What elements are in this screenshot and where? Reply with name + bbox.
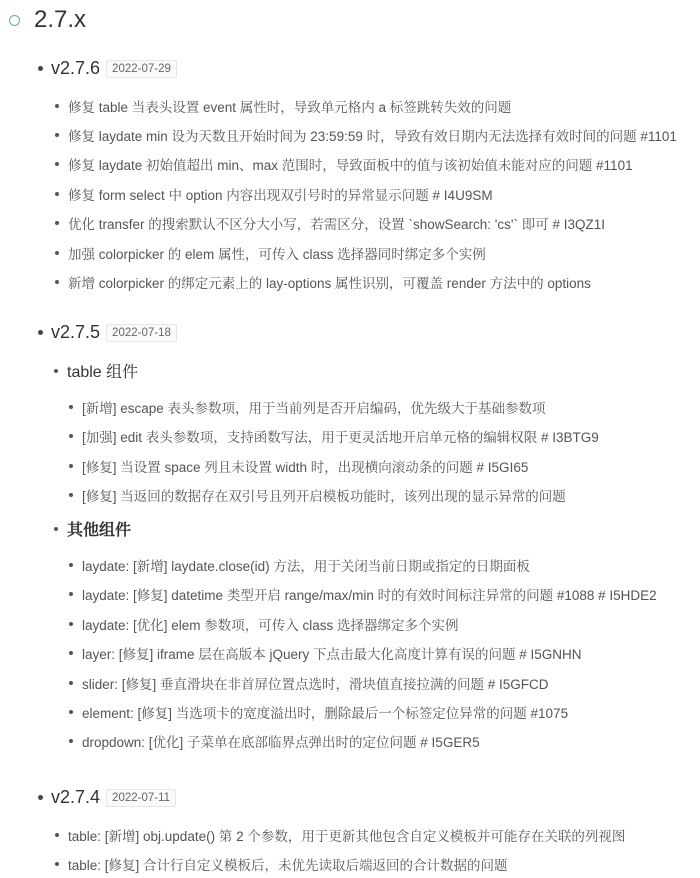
bullet-icon [55, 221, 59, 225]
bullet-icon [69, 681, 73, 685]
version-title: v2.7.4 [51, 787, 101, 807]
bullet-icon [55, 833, 59, 837]
version-title: v2.7.6 [51, 58, 101, 78]
bullet-icon [38, 66, 43, 71]
bullet-icon [69, 710, 73, 714]
list-item: [修复] 当设置 space 列且未设置 width 时，出现横向滚动条的问题 # I5GI65 [69, 456, 528, 476]
bullet-icon [38, 795, 43, 800]
bullet-icon [69, 434, 73, 438]
release-date-badge: 2022-07-29 [106, 60, 177, 78]
list-item: table: [修复] 合计行自定义模板后，未优先读取后端返回的合计数据的问题 [55, 854, 508, 874]
list-item: 修复 laydate min 设为天数且开始时间为 23:59:59 时，导致有效日期内无法选择有效时间的问题 #1101 [55, 125, 677, 145]
section-title: table 组件 [67, 364, 139, 381]
list-item: [修复] 当返回的数据存在双引号且列开启模板功能时，该列出现的显示异常的问题 [69, 485, 566, 505]
list-item: 修复 table 当表头设置 event 属性时，导致单元格内 a 标签跳转失效的问题 [55, 96, 511, 116]
bullet-icon [55, 104, 59, 108]
bullet-icon [69, 592, 73, 596]
section-title: 其他组件 [67, 522, 132, 539]
bullet-icon [55, 162, 59, 166]
list-item: slider: [修复] 垂直滑块在非首屏位置点选时，滑块值直接拉满的问题 # I5GFCD [69, 673, 549, 693]
version-title: v2.7.5 [51, 322, 101, 342]
bullet-icon [69, 405, 73, 409]
release-date-badge: 2022-07-11 [106, 789, 176, 807]
list-item: layer: [修复] iframe 层在高版本 jQuery 下点击最大化高度计算有误的问题 # I5GNHN [69, 643, 582, 663]
list-item: element: [修复] 当选项卡的宽度溢出时，删除最后一个标签定位异常的问题 #1075 [69, 702, 568, 722]
bullet-icon [55, 862, 59, 866]
bullet-icon [55, 133, 59, 137]
bullet-icon [69, 651, 73, 655]
release-date-badge: 2022-07-18 [106, 324, 177, 342]
version-heading-v275 [38, 322, 177, 343]
bullet-icon [54, 369, 58, 373]
bullet-icon [69, 739, 73, 743]
bullet-icon [69, 563, 73, 567]
list-item: 新增 colorpicker 的绑定元素上的 lay-options 属性识别，可覆盖 render 方法中的 options [55, 272, 591, 292]
list-item: 加强 colorpicker 的 elem 属性，可传入 class 选择器同时绑定多个实例 [55, 243, 486, 263]
bullet-icon [55, 192, 59, 196]
bullet-icon [55, 280, 59, 284]
timeline-circle-icon [9, 15, 20, 26]
list-item: 优化 transfer 的搜索默认不区分大小写，若需区分，设置 `showSearch: 'cs'` 即可 # I3QZ1I [55, 213, 605, 233]
bullet-icon [54, 527, 58, 531]
bullet-icon [69, 464, 73, 468]
major-version-title: 2.7.x [34, 6, 87, 33]
bullet-icon [69, 622, 73, 626]
list-item: dropdown: [优化] 子菜单在底部临界点弹出时的定位问题 # I5GER5 [69, 731, 480, 751]
section-heading-other [54, 517, 131, 540]
list-item: laydate: [新增] laydate.close(id) 方法，用于关闭当前日期或指定的日期面板 [69, 555, 530, 575]
list-item: [加强] edit 表头参数项，支持函数写法，用于更灵活地开启单元格的编辑权限 # I3BTG9 [69, 426, 599, 446]
list-item: table: [新增] obj.update() 第 2 个参数，用于更新其他包含自定义模板并可能存在关联的列视图 [55, 825, 625, 845]
version-heading-v276 [38, 58, 177, 79]
bullet-icon [38, 330, 43, 335]
bullet-icon [69, 493, 73, 497]
bullet-icon [55, 251, 59, 255]
list-item: [新增] escape 表头参数项，用于当前列是否开启编码，优先级大于基础参数项 [69, 397, 546, 417]
section-heading-table [54, 359, 138, 382]
list-item: 修复 laydate 初始值超出 min、max 范围时，导致面板中的值与该初始值未能对应的问题 #1101 [55, 154, 633, 174]
version-heading-v274 [38, 787, 176, 808]
list-item: 修复 form select 中 option 内容出现双引号时的异常显示问题 # I4U9SM [55, 184, 493, 204]
major-version-heading [9, 6, 86, 34]
list-item: laydate: [优化] elem 参数项，可传入 class 选择器绑定多个实例 [69, 614, 459, 634]
list-item: laydate: [修复] datetime 类型开启 range/max/min 时的有效时间标注异常的问题 #1088 # I5HDE2 [69, 584, 657, 604]
